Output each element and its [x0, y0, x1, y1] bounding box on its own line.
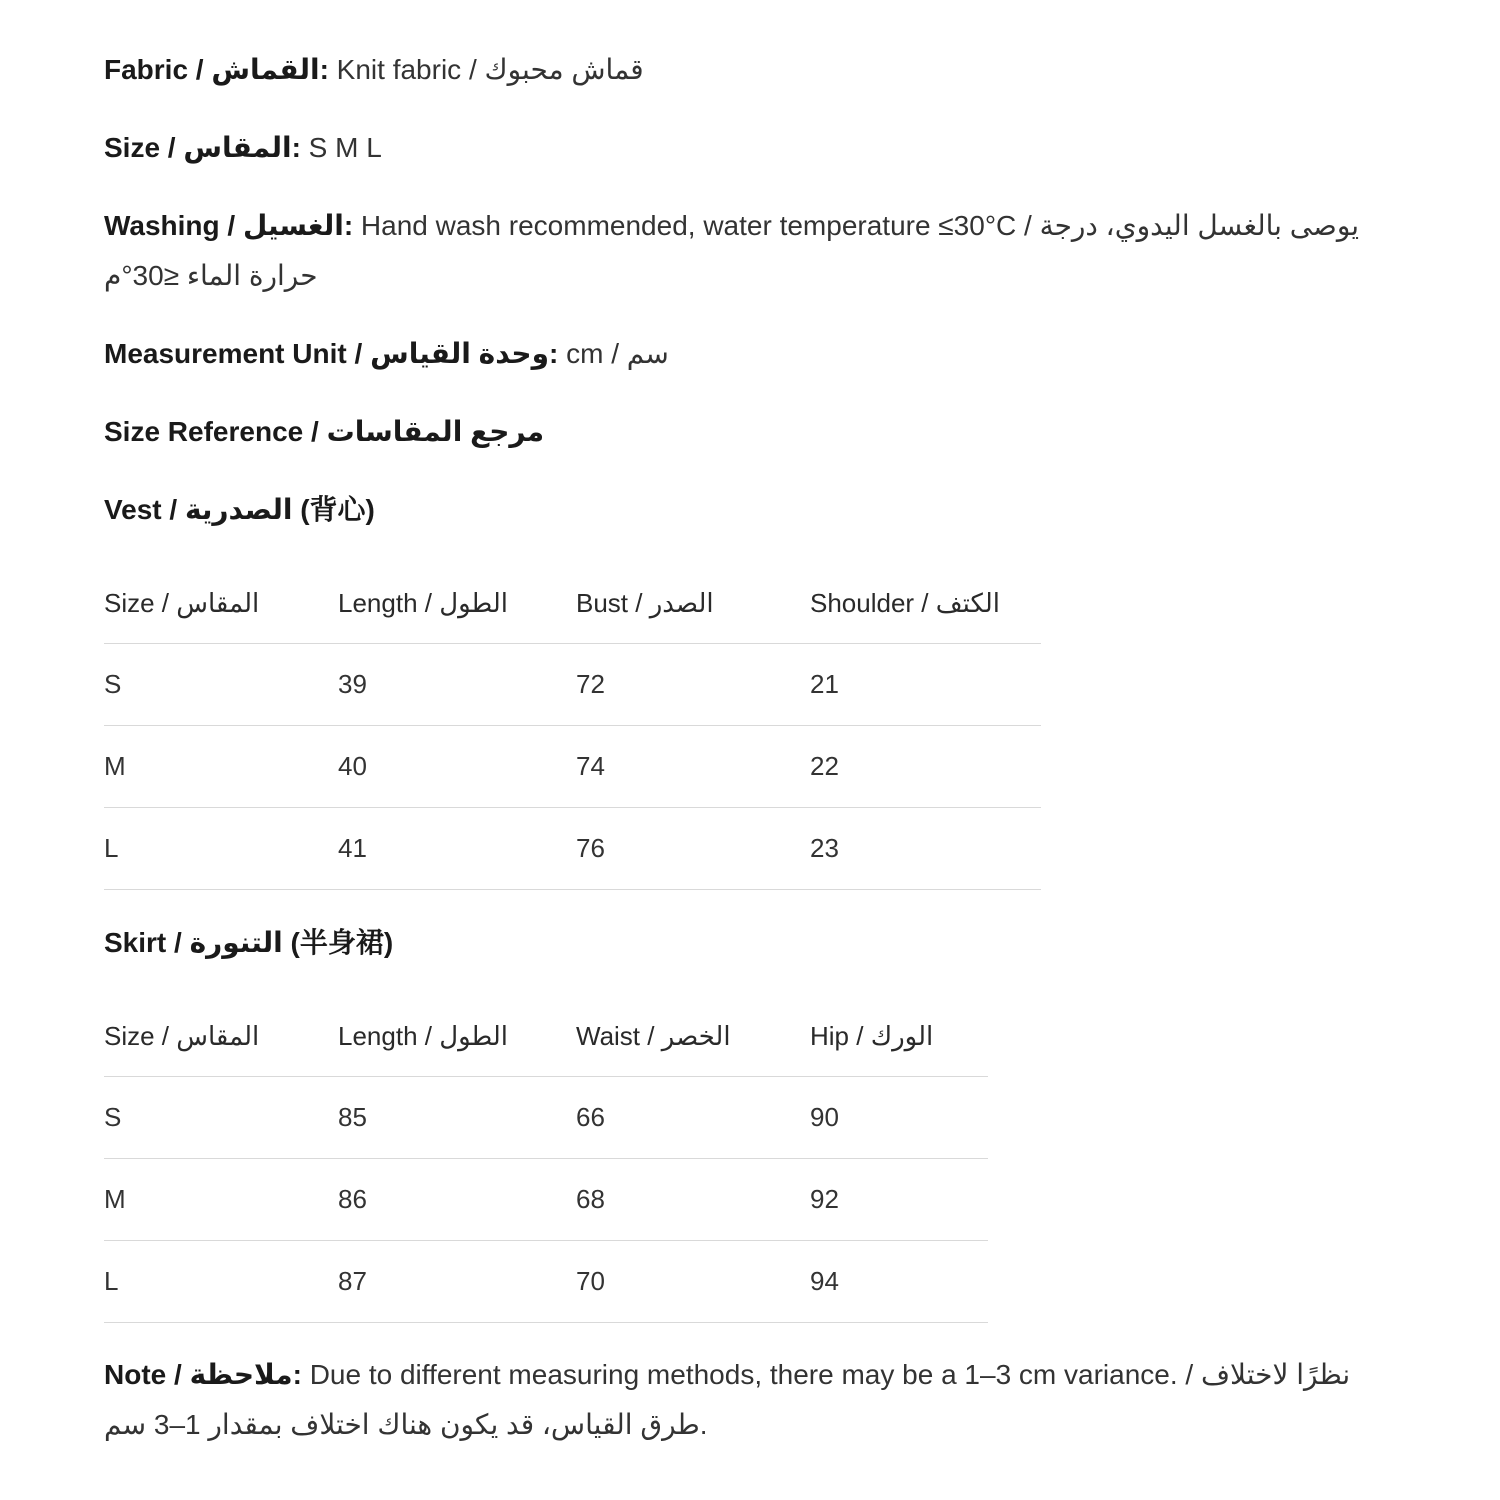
fabric-label: Fabric / القماش:	[104, 54, 329, 85]
note-text	[104, 1350, 1414, 1450]
table-cell: S	[104, 644, 338, 726]
table-cell: 85	[338, 1077, 576, 1159]
unit-value: cm / سم	[558, 338, 669, 369]
fabric-value: Knit fabric / قماش محبوك	[328, 54, 644, 85]
table-cell: 21	[810, 644, 1041, 726]
table-cell: M	[104, 726, 338, 808]
vest-heading: Vest / الصدرية (背心)	[104, 494, 375, 525]
table-cell: 90	[810, 1077, 988, 1159]
note-value: Due to different measuring methods, there may be a 1–3 cm variance. / نظرًا لاختلاف طرق القياس، قد يكون هناك اختلاف بمقدار 1–3 سم.	[104, 1359, 1351, 1440]
table-row	[104, 1241, 988, 1323]
table-cell: 74	[576, 726, 810, 808]
table-cell: 40	[338, 726, 576, 808]
table-cell: 22	[810, 726, 1041, 808]
size-reference-heading: Size Reference / مرجع المقاسات	[104, 416, 545, 447]
column-header-bust: Bust / الصدر	[576, 563, 810, 644]
table-cell: 23	[810, 808, 1041, 890]
table-cell: 39	[338, 644, 576, 726]
skirt-size-table	[104, 996, 988, 1323]
washing-label: Washing / الغسيل:	[104, 210, 354, 241]
note-label: Note / ملاحظة:	[104, 1359, 302, 1390]
table-cell: 66	[576, 1077, 810, 1159]
table-cell: 86	[338, 1159, 576, 1241]
unit-spec	[104, 329, 669, 379]
table-row	[104, 726, 1041, 808]
size-value: S M L	[300, 132, 382, 163]
column-header-hip: Hip / الورك	[810, 996, 988, 1077]
unit-label: Measurement Unit / وحدة القياس:	[104, 338, 559, 369]
table-row	[104, 808, 1041, 890]
table-header-row	[104, 563, 1041, 644]
column-header-length: Length / الطول	[338, 996, 576, 1077]
table-cell: 72	[576, 644, 810, 726]
skirt-heading: Skirt / التنورة (半身裙)	[104, 927, 394, 958]
column-header-size: Size / المقاس	[104, 563, 338, 644]
size-label: Size / المقاس:	[104, 132, 301, 163]
column-header-waist: Waist / الخصر	[576, 996, 810, 1077]
table-cell: 87	[338, 1241, 576, 1323]
table-cell: 68	[576, 1159, 810, 1241]
table-row	[104, 1077, 988, 1159]
washing-value: Hand wash recommended, water temperature ≤30°C / يوصى بالغسل اليدوي، درجة حرارة الماء ≤30°م	[104, 210, 1360, 291]
table-cell: M	[104, 1159, 338, 1241]
table-cell: 76	[576, 808, 810, 890]
vest-size-table	[104, 563, 1041, 890]
table-cell: L	[104, 808, 338, 890]
table-cell: 94	[810, 1241, 988, 1323]
table-cell: 70	[576, 1241, 810, 1323]
size-spec	[104, 123, 382, 173]
column-header-size: Size / المقاس	[104, 996, 338, 1077]
table-row	[104, 644, 1041, 726]
table-cell: 41	[338, 808, 576, 890]
table-row	[104, 1159, 988, 1241]
column-header-shoulder: Shoulder / الكتف	[810, 563, 1041, 644]
table-cell: S	[104, 1077, 338, 1159]
table-cell: 92	[810, 1159, 988, 1241]
table-cell: L	[104, 1241, 338, 1323]
table-header-row	[104, 996, 988, 1077]
washing-spec	[104, 201, 1414, 301]
fabric-spec	[104, 45, 644, 95]
column-header-length: Length / الطول	[338, 563, 576, 644]
